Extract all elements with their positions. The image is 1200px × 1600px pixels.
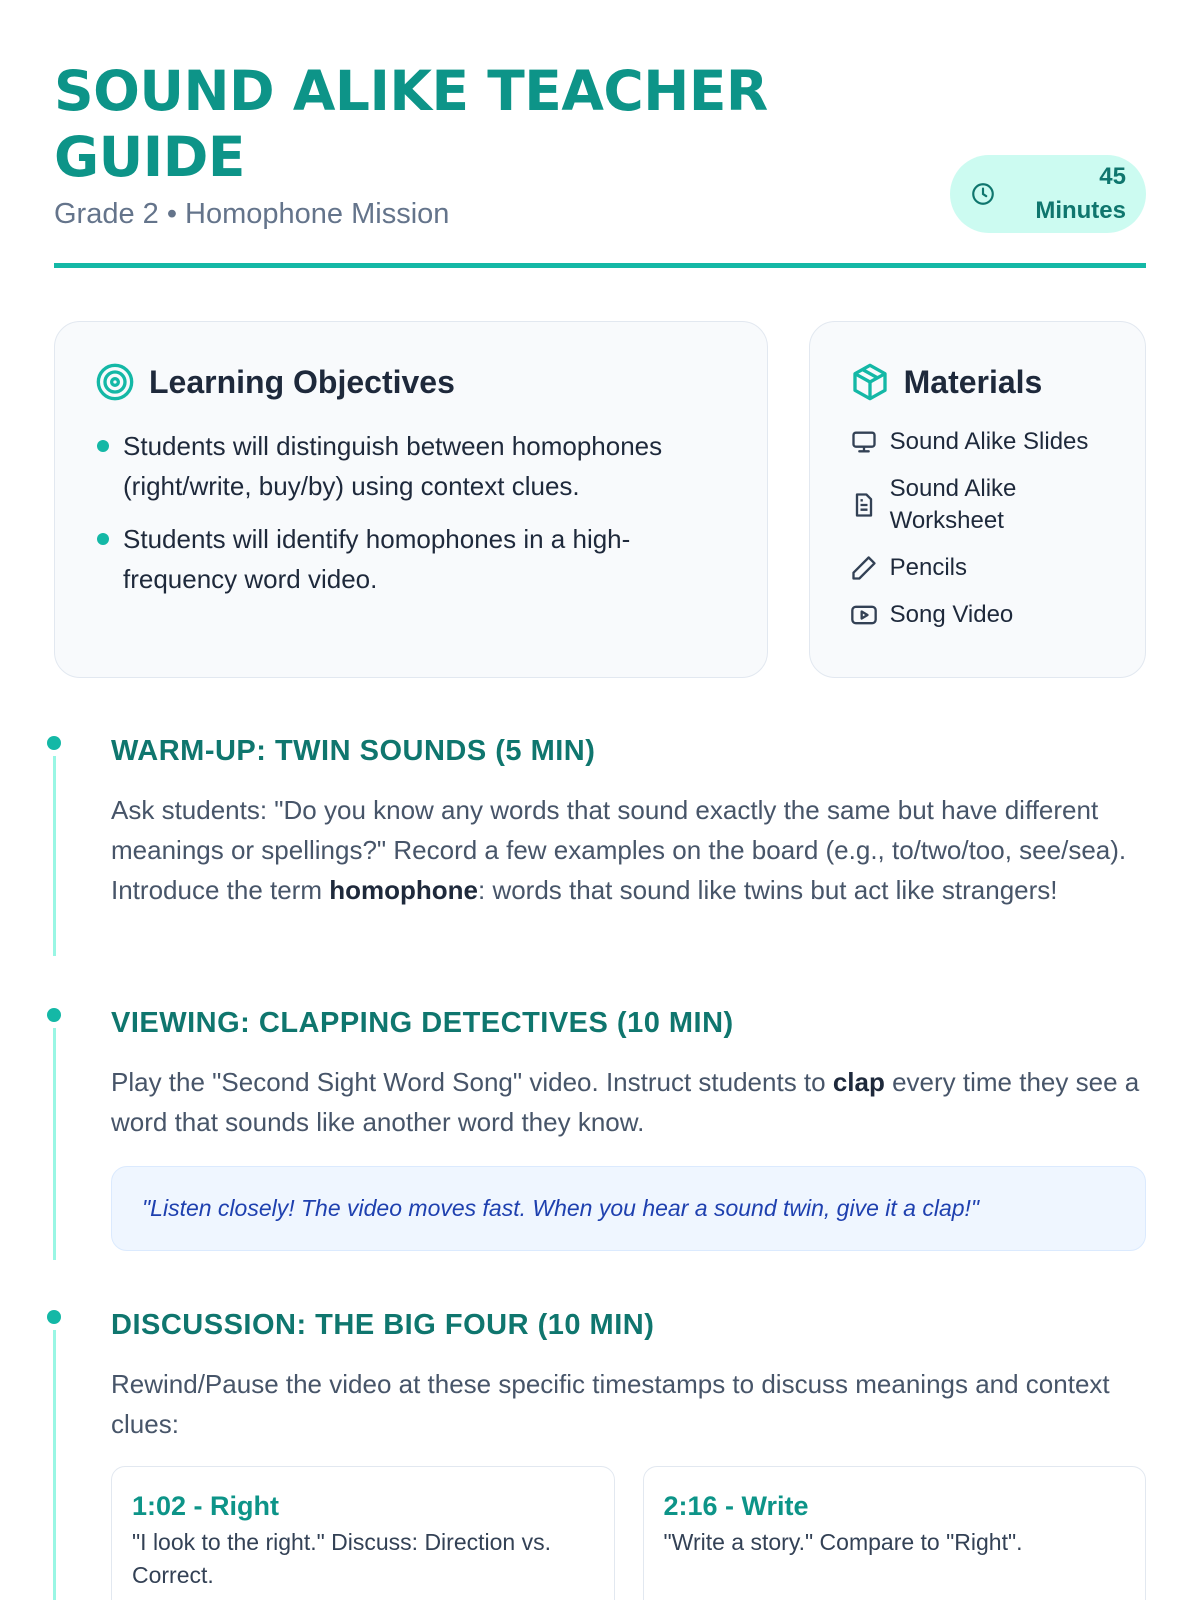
term-highlight: homophone	[329, 875, 478, 905]
objectives-heading: Learning Objectives	[149, 363, 455, 400]
term-highlight: clap	[832, 1067, 885, 1097]
teacher-script-quote: "Listen closely! The video moves fast. When you hear a sound twin, give it a clap!"	[111, 1166, 1146, 1251]
material-item	[850, 599, 1125, 631]
duration-badge	[950, 155, 1146, 233]
material-label: Song Video	[889, 601, 1014, 628]
discussion-section	[54, 1310, 1146, 1600]
timestamp-card	[111, 1466, 615, 1600]
timestamp-grid	[111, 1466, 1146, 1600]
duration-text: 45 Minutes	[1035, 163, 1126, 224]
section-body: Rewind/Pause the video at these specific timestamps to discuss meanings and context clues:	[111, 1369, 1110, 1439]
section-body: Ask students: "Do you know any words that sound exactly the same but have different meanings or spellings?" Record a few examples on the board (e.g., to/two/too, see/sea). Introduce the term homophone: words that sound like twins but act like strangers!	[111, 795, 1127, 905]
page-subtitle: Grade 2 • Homophone Mission	[54, 198, 450, 230]
material-item	[850, 426, 1125, 458]
timestamp-card	[643, 1466, 1147, 1600]
material-item	[850, 473, 1125, 537]
timestamp-title: 2:16 - Write	[663, 1491, 809, 1521]
section-heading: DISCUSSION: THE BIG FOUR (10 MIN)	[111, 1309, 655, 1341]
timeline-dot	[47, 736, 61, 750]
video-play-icon	[850, 601, 878, 629]
objective-item: Students will distinguish between homophones (right/write, buy/by) using context clues.	[95, 426, 727, 506]
objective-item: Students will identify homophones in a high-frequency word video.	[95, 519, 727, 599]
document-icon	[850, 491, 878, 519]
section-heading: VIEWING: CLAPPING DETECTIVES (10 MIN)	[111, 1007, 734, 1039]
package-icon	[850, 362, 890, 402]
section-body: Play the "Second Sight Word Song" video. Instruct students to clap every time they see a word that sounds like another word they know.	[111, 1067, 1140, 1137]
objectives-header	[95, 362, 727, 402]
timeline-dot	[47, 1008, 61, 1022]
material-label: Sound Alike Slides	[889, 428, 1089, 455]
material-label: Pencils	[889, 554, 967, 581]
timestamp-title: 1:02 - Right	[132, 1491, 280, 1521]
objectives-card	[54, 321, 768, 678]
overview-cards	[54, 321, 1146, 678]
materials-header	[850, 362, 1125, 402]
pencil-icon	[850, 554, 878, 582]
materials-list	[850, 426, 1125, 631]
materials-card	[809, 321, 1146, 678]
material-item	[850, 552, 1125, 584]
page-title: SOUND ALIKE TEACHER GUIDE	[54, 59, 768, 189]
monitor-icon	[850, 428, 878, 456]
timeline-line	[53, 1330, 56, 1600]
warmup-section	[54, 736, 1146, 1008]
timeline-line	[53, 1028, 56, 1260]
clock-icon	[970, 181, 996, 207]
objectives-list	[95, 426, 727, 599]
timestamp-description: "Write a story." Compare to "Right".	[663, 1529, 1023, 1555]
viewing-section	[54, 1008, 1146, 1310]
material-label: Sound Alike Worksheet	[889, 475, 1017, 534]
materials-heading: Materials	[903, 363, 1043, 400]
timeline-line	[53, 756, 56, 956]
section-heading: WARM-UP: TWIN SOUNDS (5 MIN)	[111, 735, 596, 767]
timeline-dot	[47, 1310, 61, 1324]
lesson-timeline	[54, 736, 1146, 1600]
guide-header	[54, 0, 1146, 268]
target-icon	[95, 362, 135, 402]
timestamp-description: "I look to the right." Discuss: Direction vs. Correct.	[132, 1529, 551, 1588]
